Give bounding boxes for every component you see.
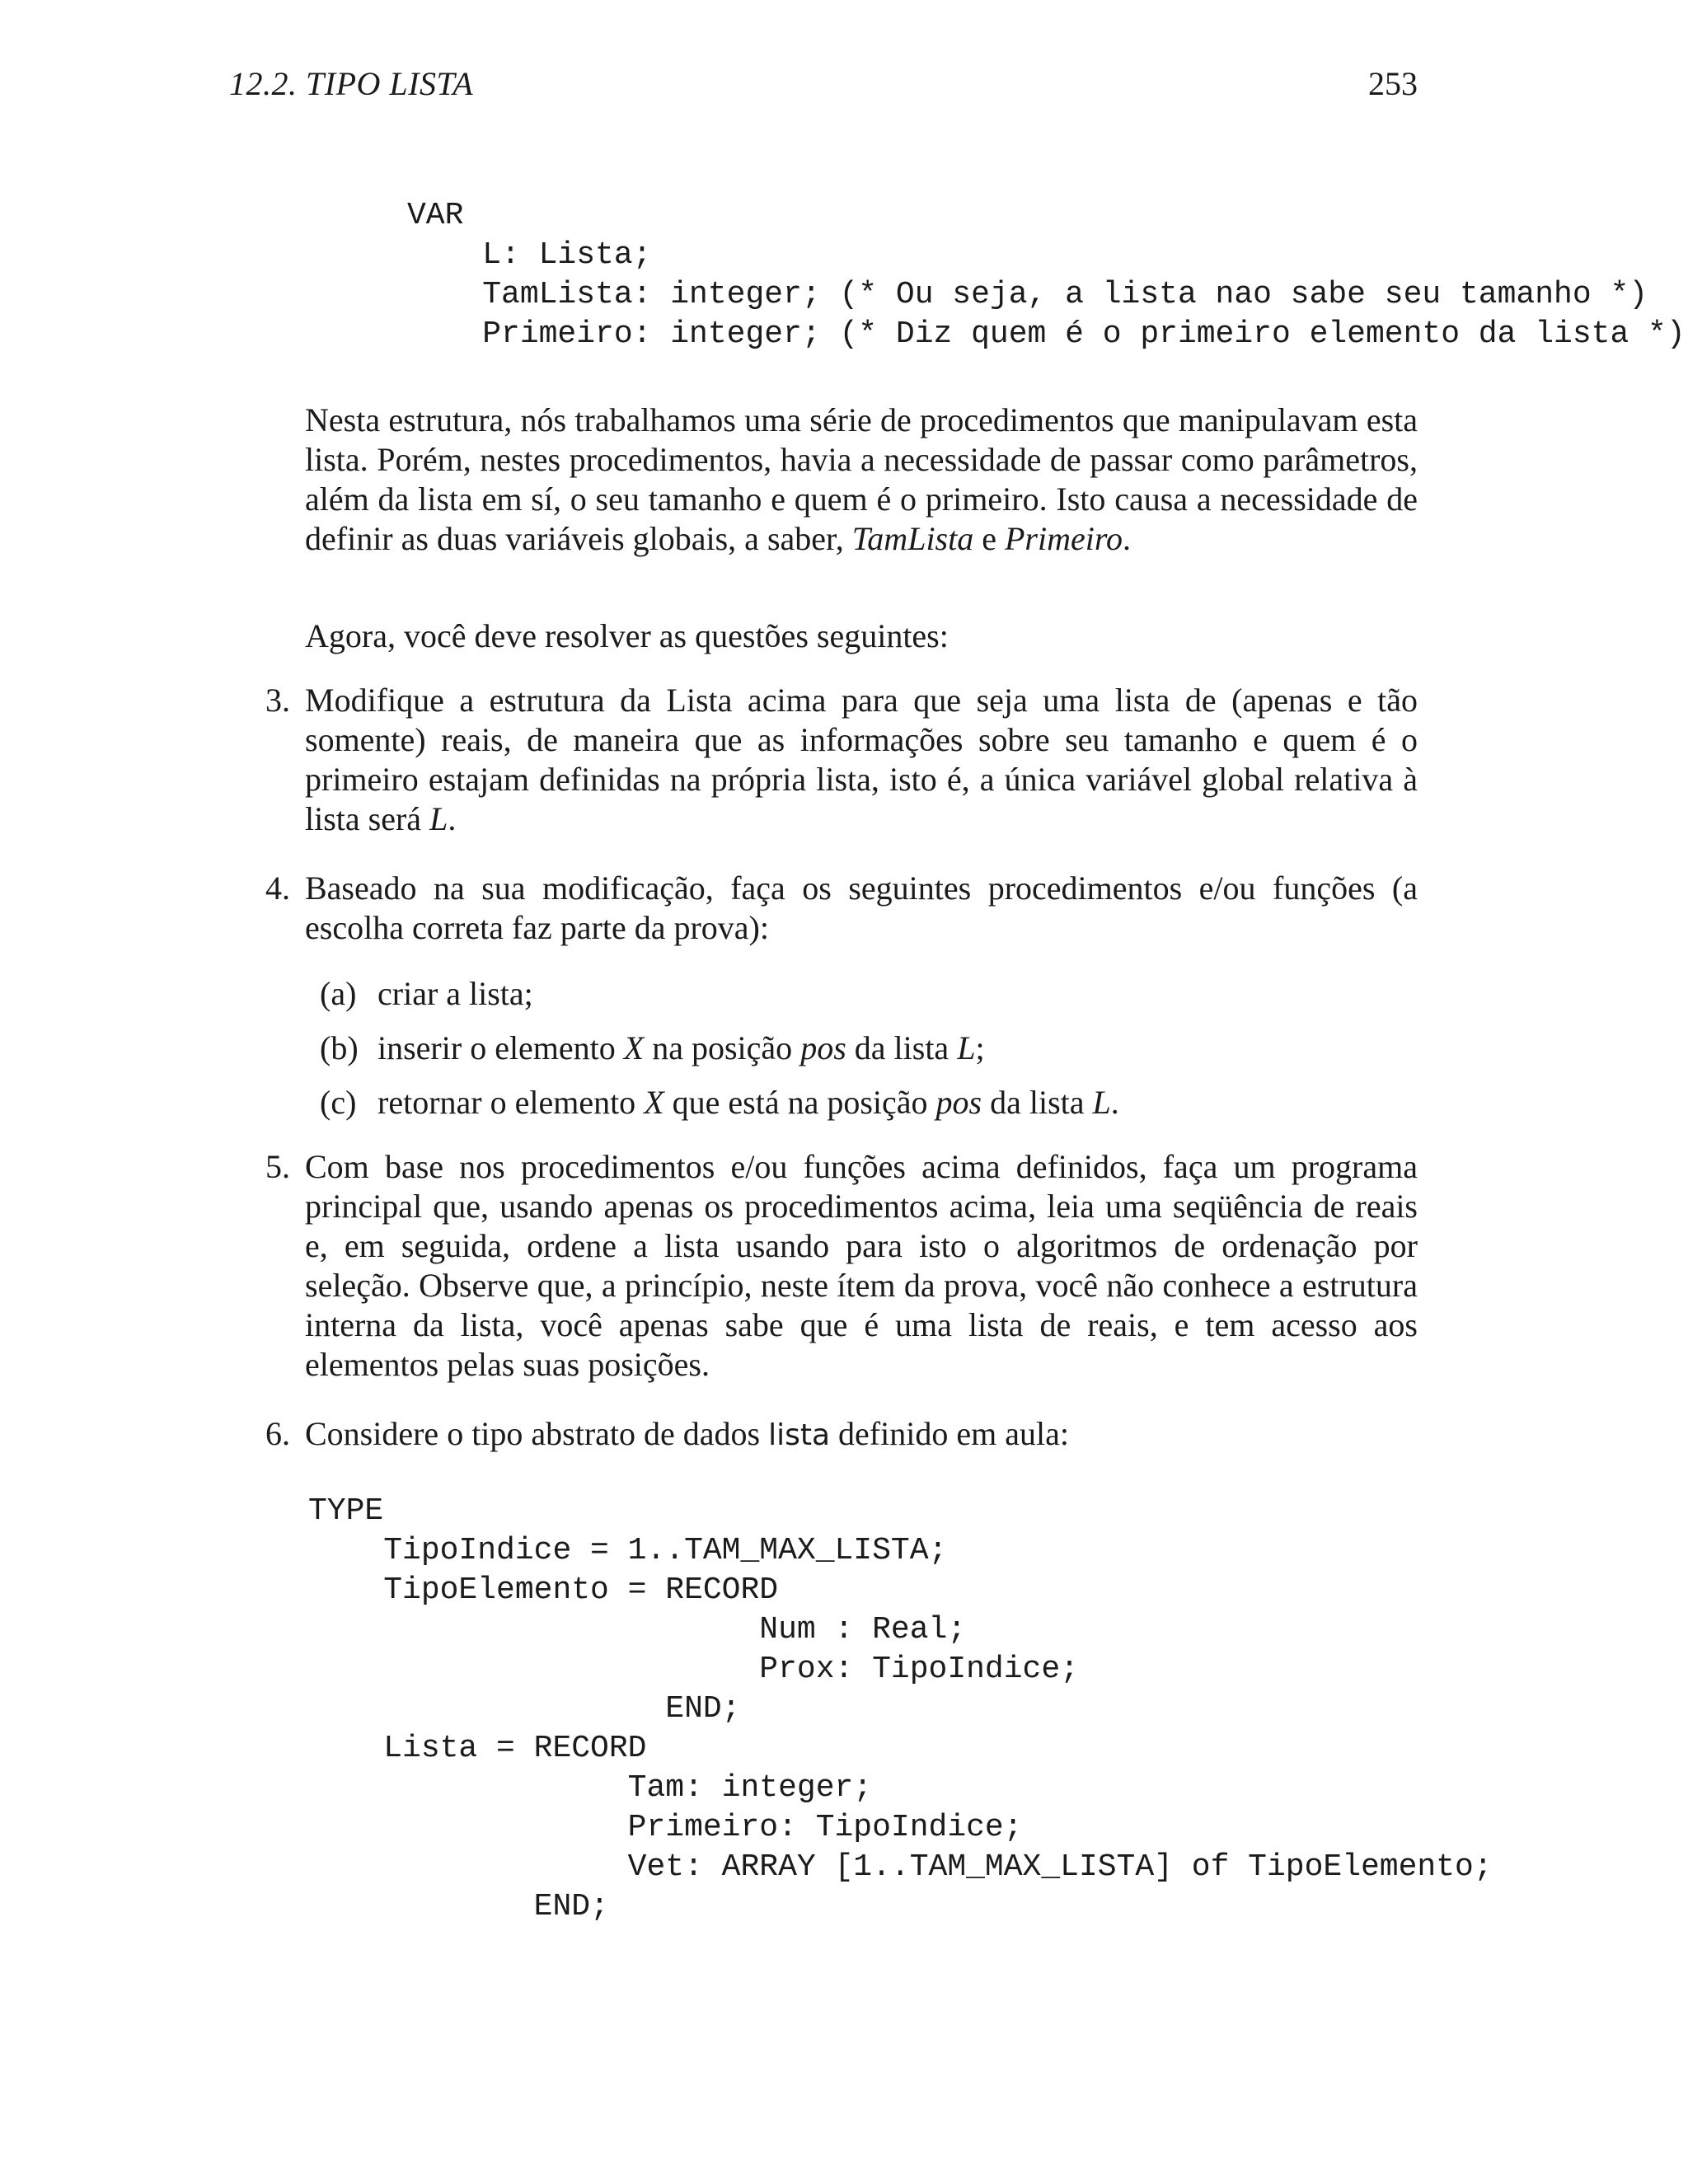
question-number: 4.: [265, 869, 290, 907]
page-number: 253: [1368, 65, 1418, 102]
var-x: X: [644, 1084, 664, 1121]
subitem-c: [320, 1083, 1391, 1122]
punctuation: .: [1110, 1084, 1119, 1121]
subitem-text: inserir o elemento: [377, 1029, 616, 1066]
code-block-type: TYPE TipoIndice = 1..TAM_MAX_LISTA; TipoElemento = RECORD Num : Real; Prox: TipoIndice; END; Lista = RECORD Tam: integer; Primeiro: TipoIndice; Vet: ARRAY [1..TAM_MAX_LISTA] of TipoElemento; END;: [308, 1493, 1493, 1924]
question-text: Considere o tipo abstrato de dados: [305, 1415, 761, 1452]
question-number: 3.: [265, 682, 290, 719]
question-3: [265, 681, 1418, 839]
var-l: L: [957, 1029, 976, 1066]
paragraph-text: Nesta estrutura, nós trabalhamos uma série de procedimentos que manipulavam esta lista. Porém, nestes procedimentos, havia a necessidade de passar como parâmetros, além da lista em sí, o seu tamanho e quem é o primeiro. Isto causa a necessidade de definir as duas variáveis globais, a saber,: [305, 401, 1418, 557]
var-l: L: [1092, 1084, 1111, 1121]
var-x: X: [623, 1029, 645, 1066]
section-title: 12.2. TIPO LISTA: [229, 65, 474, 102]
conjunction: e: [982, 520, 996, 557]
question-number: 5.: [265, 1148, 290, 1185]
page-header: [229, 64, 1418, 103]
question-body: [305, 1414, 1418, 1455]
question-body: [305, 681, 1418, 839]
subitem-text: que está na posição: [672, 1084, 928, 1121]
subitem-text: na posição: [652, 1029, 793, 1066]
paragraph-structure: [305, 401, 1418, 559]
code-block-var: VAR L: Lista; TamLista: integer; (* Ou seja, a lista nao sabe seu tamanho *) Primeiro: integer; (* Diz quem é o primeiro elemento da lista *): [407, 198, 1686, 352]
question-text: Modifique a estrutura da Lista acima para que seja uma lista de (apenas e tão somente) reais, de maneira que as informações sobre seu tamanho e quem é o primeiro estajam definidas na própria lista, isto é, a única variável global relativa à lista será: [305, 682, 1418, 837]
question-4: [265, 869, 1418, 948]
subitem-text: da lista: [854, 1029, 950, 1066]
var-l: L: [429, 800, 448, 837]
subitem-b: [320, 1029, 1391, 1068]
var-tamlista: TamLista: [851, 520, 974, 557]
question-5: [265, 1147, 1418, 1385]
paragraph-instructions: Agora, você deve resolver as questões seguintes:: [305, 617, 949, 654]
var-primeiro: Primeiro: [1005, 520, 1123, 557]
question-text: Com base nos procedimentos e/ou funções acima definidos, faça um programa principal que, usando apenas os procedimentos acima, leia uma seqüência de reais e, em seguida, ordene a lista usando para isto o algoritmos de ordenação por seleção. Observe que, a princípio, neste ítem da prova, você não conhece a estrutura interna da lista, você apenas sabe que é uma lista de reais, e tem acesso aos elementos pelas suas posições.: [305, 1148, 1418, 1383]
question-text: definido em aula:: [838, 1415, 1069, 1452]
subitem-label: (a): [320, 975, 357, 1012]
subitem-a: [320, 974, 1391, 1014]
question-text: Baseado na sua modificação, faça os seguintes procedimentos e/ou funções (a escolha correta faz parte da prova):: [305, 869, 1418, 946]
subitem-label: (b): [320, 1029, 359, 1066]
var-pos: pos: [935, 1084, 982, 1121]
keyword-lista: lista: [768, 1418, 831, 1452]
subitem-text: da lista: [990, 1084, 1085, 1121]
period: .: [448, 800, 457, 837]
question-6: [265, 1414, 1418, 1455]
var-pos: pos: [800, 1029, 846, 1066]
punctuation: ;: [975, 1029, 985, 1066]
subitem-label: (c): [320, 1084, 357, 1121]
subitem-text: criar a lista;: [377, 975, 533, 1012]
subitem-text: retornar o elemento: [377, 1084, 636, 1121]
period: .: [1122, 520, 1131, 557]
question-number: 6.: [265, 1415, 290, 1452]
